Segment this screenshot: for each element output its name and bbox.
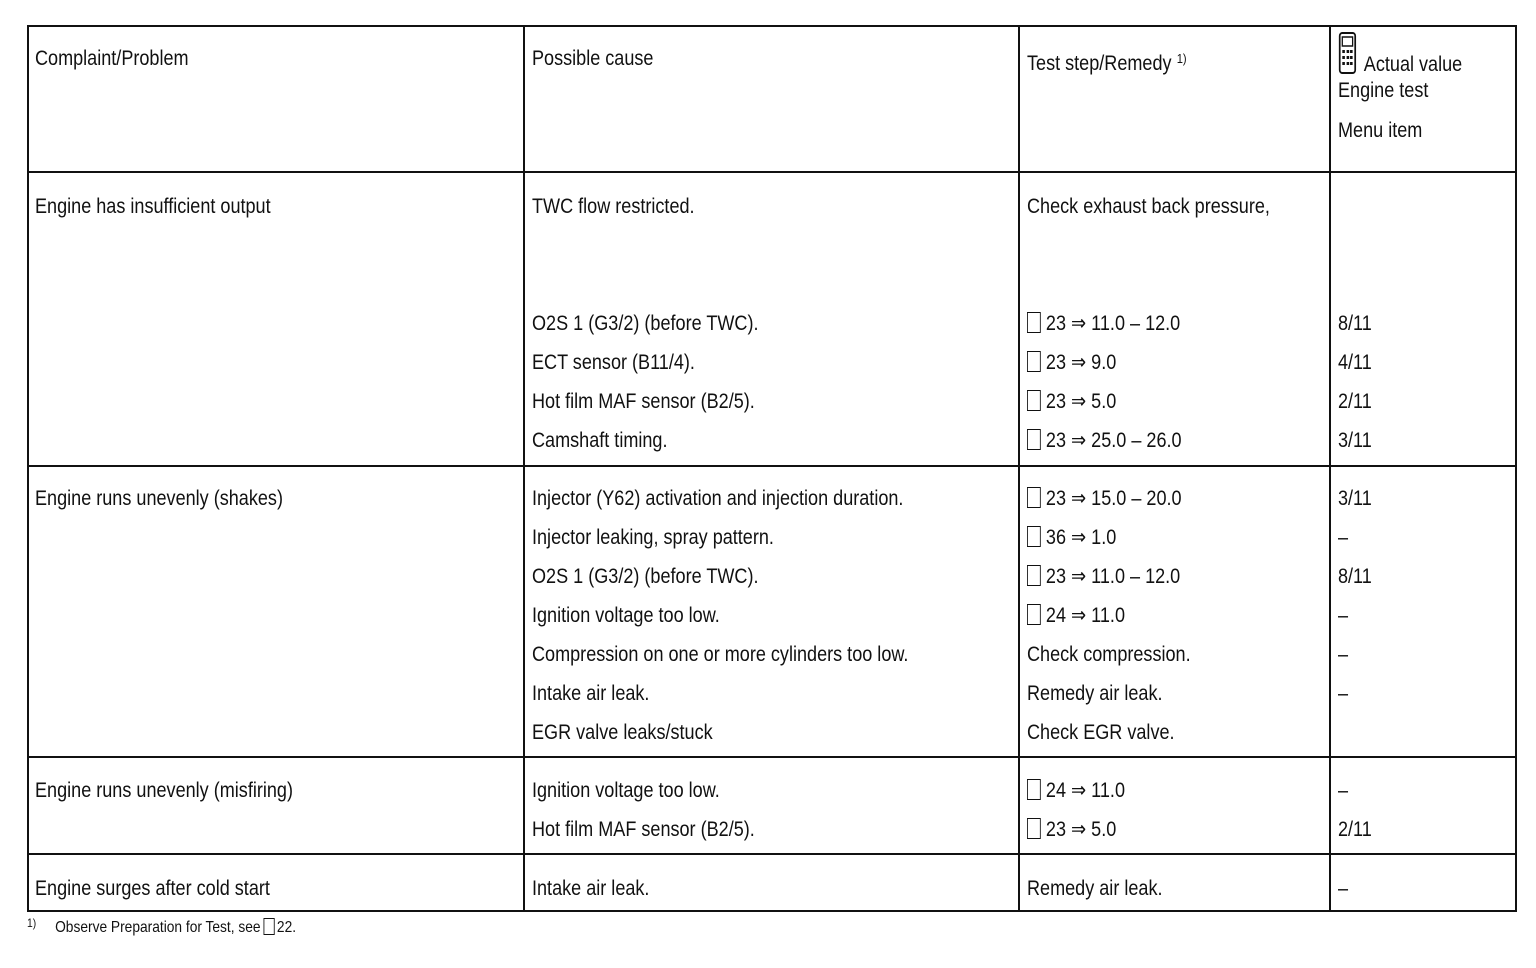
header-complaint: Complaint/Problem xyxy=(35,47,189,70)
reference-box-icon xyxy=(1027,526,1041,547)
actual-value-line: 2/11 xyxy=(1338,818,1372,841)
remedy-line xyxy=(1027,273,1270,312)
cause-line: O2S 1 (G3/2) (before TWC). xyxy=(532,565,759,588)
cause-line: Intake air leak. xyxy=(532,877,650,900)
remedy-text: Check compression. xyxy=(1027,643,1191,666)
cause-line: Intake air leak. xyxy=(532,682,650,705)
header-actual xyxy=(1338,31,1462,151)
diagnosis-table xyxy=(27,25,1517,912)
header-cause: Possible cause xyxy=(532,47,654,70)
actual-value-line: 3/11 xyxy=(1338,429,1372,452)
remedy-line xyxy=(1027,818,1125,857)
complaint-cell xyxy=(35,195,271,219)
cause-line xyxy=(532,234,758,273)
cause-line: Compression on one or more cylinders too low. xyxy=(532,643,909,666)
row-divider xyxy=(29,171,1515,173)
actual-value-line: – xyxy=(1338,526,1349,549)
remedy-line xyxy=(1027,643,1191,682)
actual-value-line: – xyxy=(1338,779,1349,802)
complaint-text: Engine surges after cold start xyxy=(35,877,270,900)
actual-value-cell xyxy=(1338,877,1348,916)
cause-line: TWC flow restricted. xyxy=(532,195,695,218)
remedy-text: 23 ⇒ 25.0 – 26.0 xyxy=(1045,429,1182,452)
actual-value-cell xyxy=(1338,195,1372,468)
complaint-cell xyxy=(35,487,283,511)
cause-line: Ignition voltage too low. xyxy=(532,779,720,802)
cause-cell xyxy=(532,779,755,857)
complaint-cell xyxy=(35,779,293,803)
header-actual-line-2: Engine test xyxy=(1338,79,1429,102)
footnote-ref: 22. xyxy=(276,919,297,936)
reference-box-icon xyxy=(1027,312,1041,333)
tester-device-icon xyxy=(1338,31,1357,75)
remedy-text: 23 ⇒ 11.0 – 12.0 xyxy=(1045,565,1181,588)
footnote-text: Observe Preparation for Test, see xyxy=(55,919,261,936)
complaint-text: Engine has insufficient output xyxy=(35,195,271,218)
reference-box-icon xyxy=(263,918,274,935)
complaint-text: Engine runs unevenly (misfiring) xyxy=(35,779,293,802)
actual-value-line: – xyxy=(1338,877,1349,900)
cause-line: Ignition voltage too low. xyxy=(532,604,720,627)
cause-line: Injector (Y62) activation and injection duration. xyxy=(532,487,904,510)
actual-value-line xyxy=(1338,195,1372,234)
complaint-cell xyxy=(35,877,270,901)
reference-box-icon xyxy=(1027,351,1041,372)
actual-value-line: – xyxy=(1338,643,1349,666)
column-divider xyxy=(1329,27,1331,910)
cause-cell xyxy=(532,877,649,916)
cause-line: Camshaft timing. xyxy=(532,429,668,452)
header-remedy xyxy=(1027,47,1187,76)
actual-value-line xyxy=(1338,234,1372,273)
row-divider xyxy=(29,853,1515,855)
row-divider xyxy=(29,465,1515,467)
remedy-line xyxy=(1027,877,1163,916)
reference-box-icon xyxy=(1027,487,1041,508)
remedy-line xyxy=(1027,565,1191,604)
remedy-cell xyxy=(1027,779,1125,857)
remedy-text: Check exhaust back pressure, xyxy=(1027,195,1270,218)
remedy-line xyxy=(1027,487,1191,526)
remedy-line xyxy=(1027,390,1270,429)
actual-value-line: – xyxy=(1338,682,1349,705)
column-divider xyxy=(1018,27,1020,910)
remedy-line xyxy=(1027,195,1270,234)
remedy-text: 23 ⇒ 9.0 xyxy=(1045,351,1117,374)
reference-box-icon xyxy=(1027,604,1041,625)
remedy-text: 23 ⇒ 5.0 xyxy=(1045,390,1117,413)
remedy-line xyxy=(1027,721,1191,760)
actual-value-cell xyxy=(1338,487,1372,760)
remedy-line xyxy=(1027,429,1270,468)
header-actual-line-1: Actual value xyxy=(1363,53,1463,76)
reference-box-icon xyxy=(1027,390,1041,411)
remedy-cell xyxy=(1027,195,1270,468)
actual-value-line: 4/11 xyxy=(1338,351,1372,374)
actual-value-line xyxy=(1338,721,1372,760)
actual-value-line: – xyxy=(1338,604,1349,627)
cause-line: Hot film MAF sensor (B2/5). xyxy=(532,818,755,841)
remedy-line xyxy=(1027,312,1270,351)
cause-line xyxy=(532,273,758,312)
remedy-text: 23 ⇒ 15.0 – 20.0 xyxy=(1045,487,1182,510)
footnote xyxy=(27,916,296,937)
remedy-line xyxy=(1027,526,1191,565)
remedy-text: 24 ⇒ 11.0 xyxy=(1045,604,1125,627)
remedy-text: Remedy air leak. xyxy=(1027,682,1163,705)
actual-value-line: 2/11 xyxy=(1338,390,1372,413)
remedy-line xyxy=(1027,779,1125,818)
actual-value-cell xyxy=(1338,779,1372,857)
remedy-text: 24 ⇒ 11.0 xyxy=(1045,779,1125,802)
actual-value-line: 8/11 xyxy=(1338,312,1372,335)
remedy-text: Remedy air leak. xyxy=(1027,877,1163,900)
header-remedy-label: Test step/Remedy xyxy=(1027,52,1172,75)
cause-line: O2S 1 (G3/2) (before TWC). xyxy=(532,312,759,335)
cause-line: Hot film MAF sensor (B2/5). xyxy=(532,390,755,413)
remedy-text: 23 ⇒ 5.0 xyxy=(1045,818,1117,841)
cause-cell xyxy=(532,195,758,468)
cause-line: ECT sensor (B11/4). xyxy=(532,351,695,374)
cause-line: Injector leaking, spray pattern. xyxy=(532,526,774,549)
remedy-text: 23 ⇒ 11.0 – 12.0 xyxy=(1045,312,1181,335)
column-divider xyxy=(523,27,525,910)
remedy-text: 36 ⇒ 1.0 xyxy=(1045,526,1117,549)
actual-value-line: 8/11 xyxy=(1338,565,1372,588)
header-remedy-footnote-mark: 1) xyxy=(1176,51,1187,66)
reference-box-icon xyxy=(1027,779,1041,800)
footnote-mark: 1) xyxy=(27,916,37,930)
remedy-line xyxy=(1027,682,1191,721)
complaint-text: Engine runs unevenly (shakes) xyxy=(35,487,283,510)
cause-line: EGR valve leaks/stuck xyxy=(532,721,713,744)
remedy-text: Check EGR valve. xyxy=(1027,721,1175,744)
remedy-line xyxy=(1027,234,1270,273)
remedy-cell xyxy=(1027,487,1191,760)
actual-value-line: 3/11 xyxy=(1338,487,1372,510)
header-actual-line-3: Menu item xyxy=(1338,119,1423,142)
actual-value-line xyxy=(1338,273,1372,312)
cause-cell xyxy=(532,487,908,760)
reference-box-icon xyxy=(1027,818,1041,839)
remedy-cell xyxy=(1027,877,1163,916)
reference-box-icon xyxy=(1027,429,1041,450)
remedy-line xyxy=(1027,604,1191,643)
reference-box-icon xyxy=(1027,565,1041,586)
remedy-line xyxy=(1027,351,1270,390)
